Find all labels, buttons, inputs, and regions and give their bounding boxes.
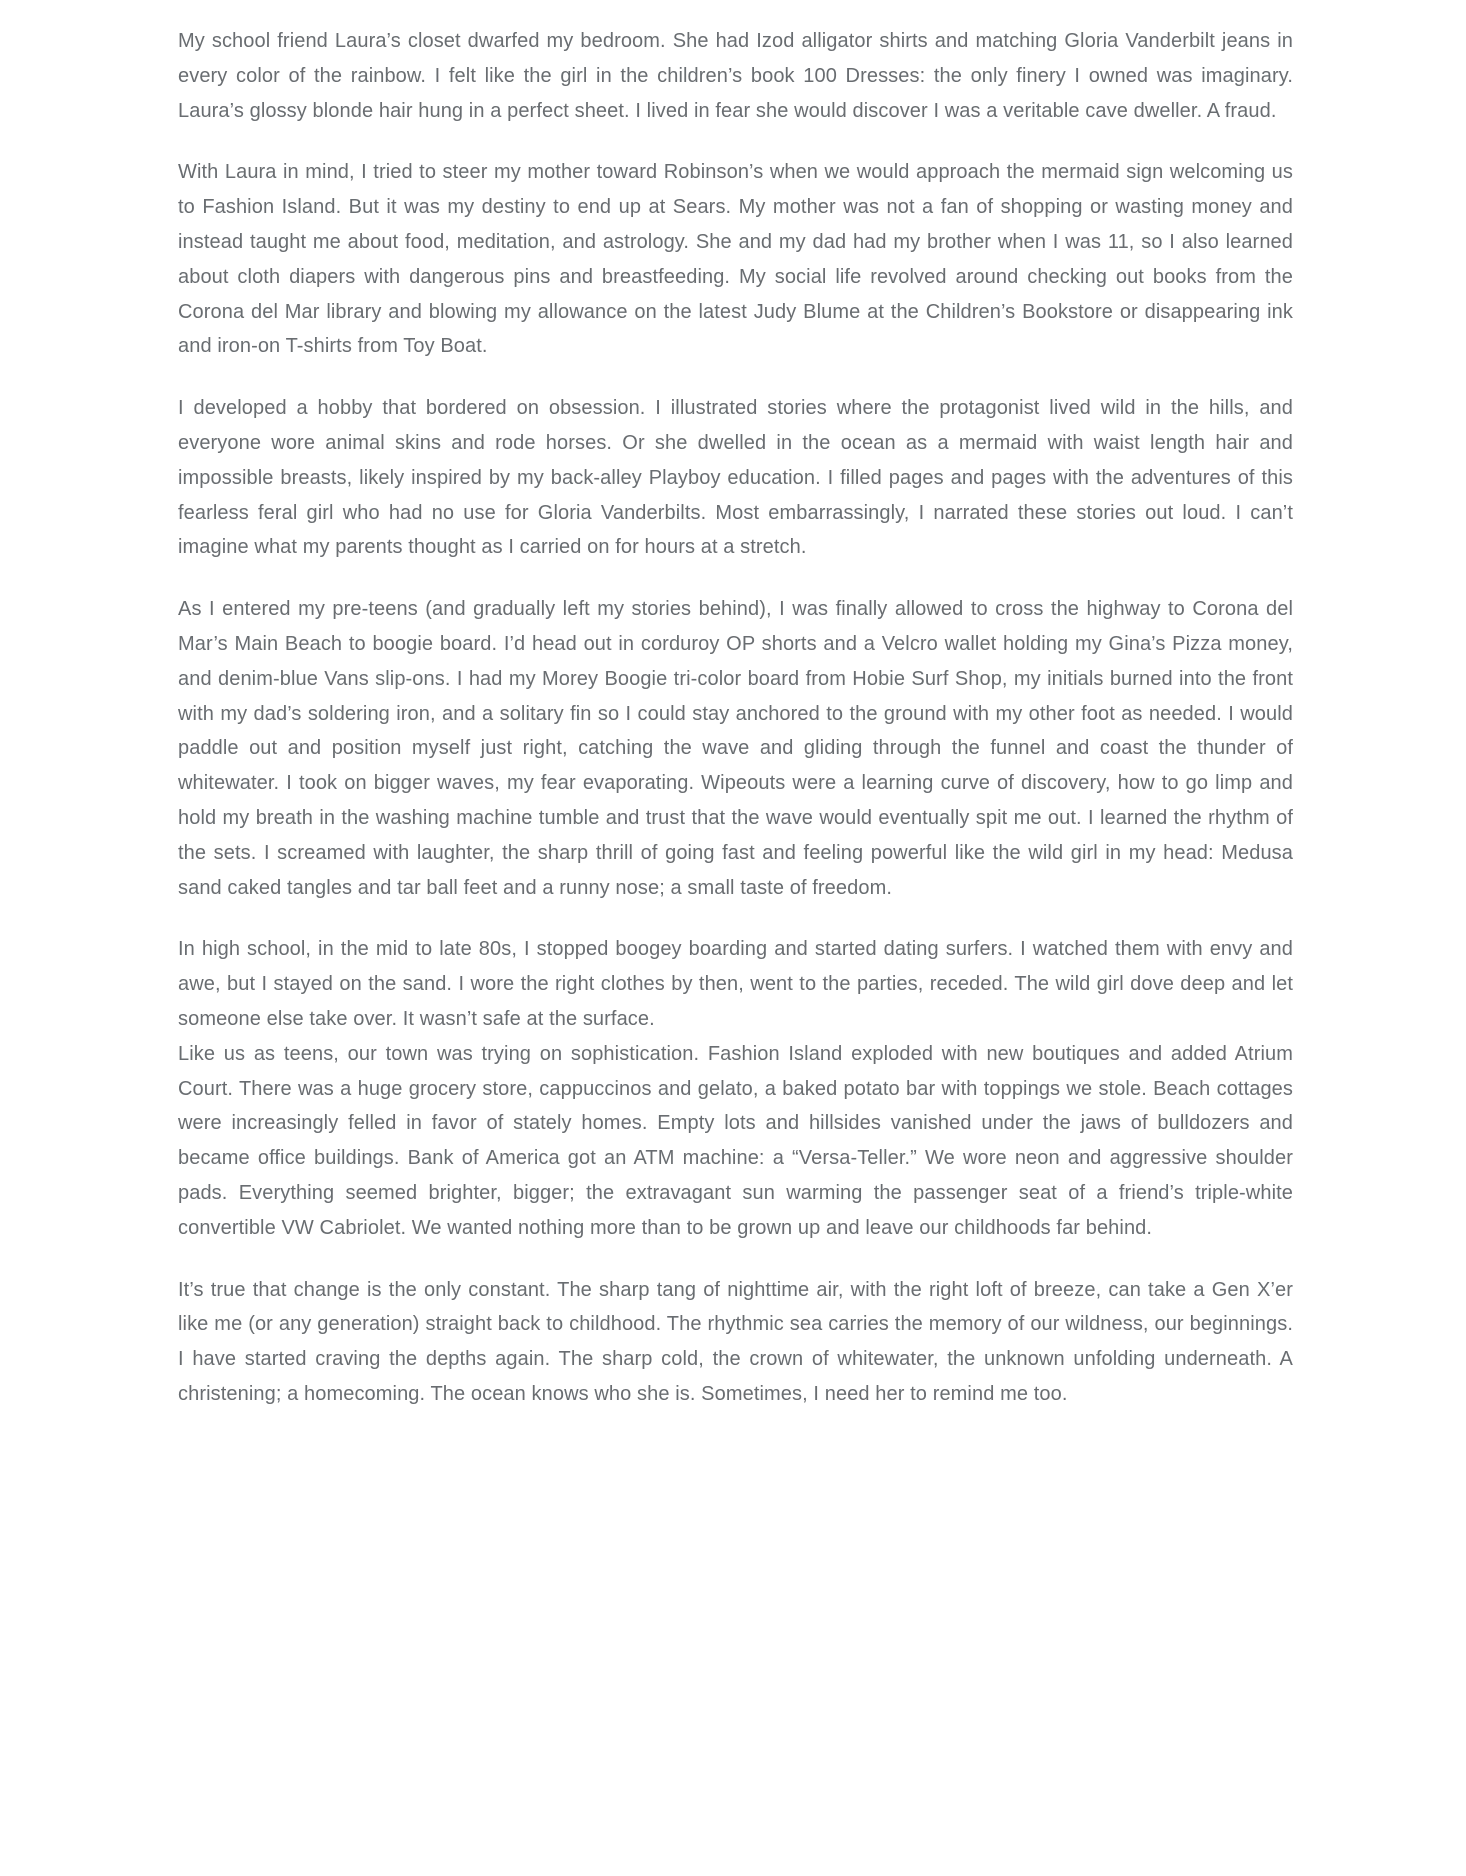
paragraph-change-constant: It’s true that change is the only constant. The sharp tang of nighttime air, with the right loft of breeze, can take a Gen X’er like me (or any generation) straight back to childhood. The rhythmic sea carries the memory of our wildness, our beginnings. I have started craving the depths again. The sharp cold, the crown of whitewater, the unknown unfolding underneath. A christening; a homecoming. The ocean knows who she is. Sometimes, I need her to remind me too.	[178, 1278, 1293, 1405]
paragraph-town-sophistication: Like us as teens, our town was trying on sophistication. Fashion Island exploded with new boutiques and added Atrium Court. There was a huge grocery store, cappuccinos and gelato, a baked potato bar with toppings we stole. Beach cottages were increasingly felled in favor of stately homes. Empty lots and hillsides vanished under the jaws of bulldozers and became office buildings. Bank of America got an ATM machine: a “Versa-Teller.” We wore neon and aggressive shoulder pads. Everything seemed brighter, bigger; the extravagant sun warming the passenger seat of a friend’s triple-white convertible VW Cabriolet. We wanted nothing more than to be grown up and leave our childhoods far behind.	[178, 1042, 1293, 1239]
paragraph-boogie-board: As I entered my pre-teens (and gradually left my stories behind), I was finally allowed to cross the highway to Corona del Mar’s Main Beach to boogie board. I’d head out in corduroy OP shorts and a Velcro wallet holding my Gina’s Pizza money, and denim-blue Vans slip-ons. I had my Morey Boogie tri-color board from Hobie Surf Shop, my initials burned into the front with my dad’s soldering iron, and a solitary fin so I could stay anchored to the ground with my other foot as needed. I would paddle out and position myself just right, catching the wave and gliding through the funnel and coast the thunder of whitewater. I took on bigger waves, my fear evaporating. Wipeouts were a learning curve of discovery, how to go limp and hold my breath in the washing machine tumble and trust that the wave would eventually spit me out. I learned the rhythm of the sets. I screamed with laughter, the sharp thrill of going fast and feeling powerful like the wild girl in my head: Medusa sand caked tangles and tar ball feet and a runny nose; a small taste of freedom.	[178, 598, 1293, 899]
paragraph-hobby: I developed a hobby that bordered on obsession. I illustrated stories where the protagonist lived wild in the hills, and everyone wore animal skins and rode horses. Or she dwelled in the ocean as a mermaid with waist length hair and impossible breasts, likely inspired by my back-alley Playboy education. I filled pages and pages with the adventures of this fearless feral girl who had no use for Gloria Vanderbilts. Most embarrassingly, I narrated these stories out loud. I can’t imagine what my parents thought as I carried on for hours at a stretch.	[178, 397, 1293, 559]
paragraph-closet: My school friend Laura’s closet dwarfed my bedroom. She had Izod alligator shirts and matching Gloria Vanderbilt jeans in every color of the rainbow. I felt like the girl in the children’s book 100 Dresses: the only finery I owned was imaginary. Laura’s glossy blonde hair hung in a perfect sheet. I lived in fear she would discover I was a veritable cave dweller. A fraud.	[178, 30, 1293, 122]
paragraph-high-school: In high school, in the mid to late 80s, I stopped boogey boarding and started dating surfers. I watched them with envy and awe, but I stayed on the sand. I wore the right clothes by then, went to the parties, receded. The wild girl dove deep and let someone else take over. It wasn’t safe at the surface.	[178, 938, 1293, 1030]
essay-body	[178, 24, 1293, 1412]
paragraph-fashion-island: With Laura in mind, I tried to steer my mother toward Robinson’s when we would approach the mermaid sign welcoming us to Fashion Island. But it was my destiny to end up at Sears. My mother was not a fan of shopping or wasting money and instead taught me about food, meditation, and astrology. She and my dad had my brother when I was 11, so I also learned about cloth diapers with dangerous pins and breastfeeding. My social life revolved around checking out books from the Corona del Mar library and blowing my allowance on the latest Judy Blume at the Children’s Bookstore or disappearing ink and iron-on T-shirts from Toy Boat.	[178, 161, 1293, 358]
